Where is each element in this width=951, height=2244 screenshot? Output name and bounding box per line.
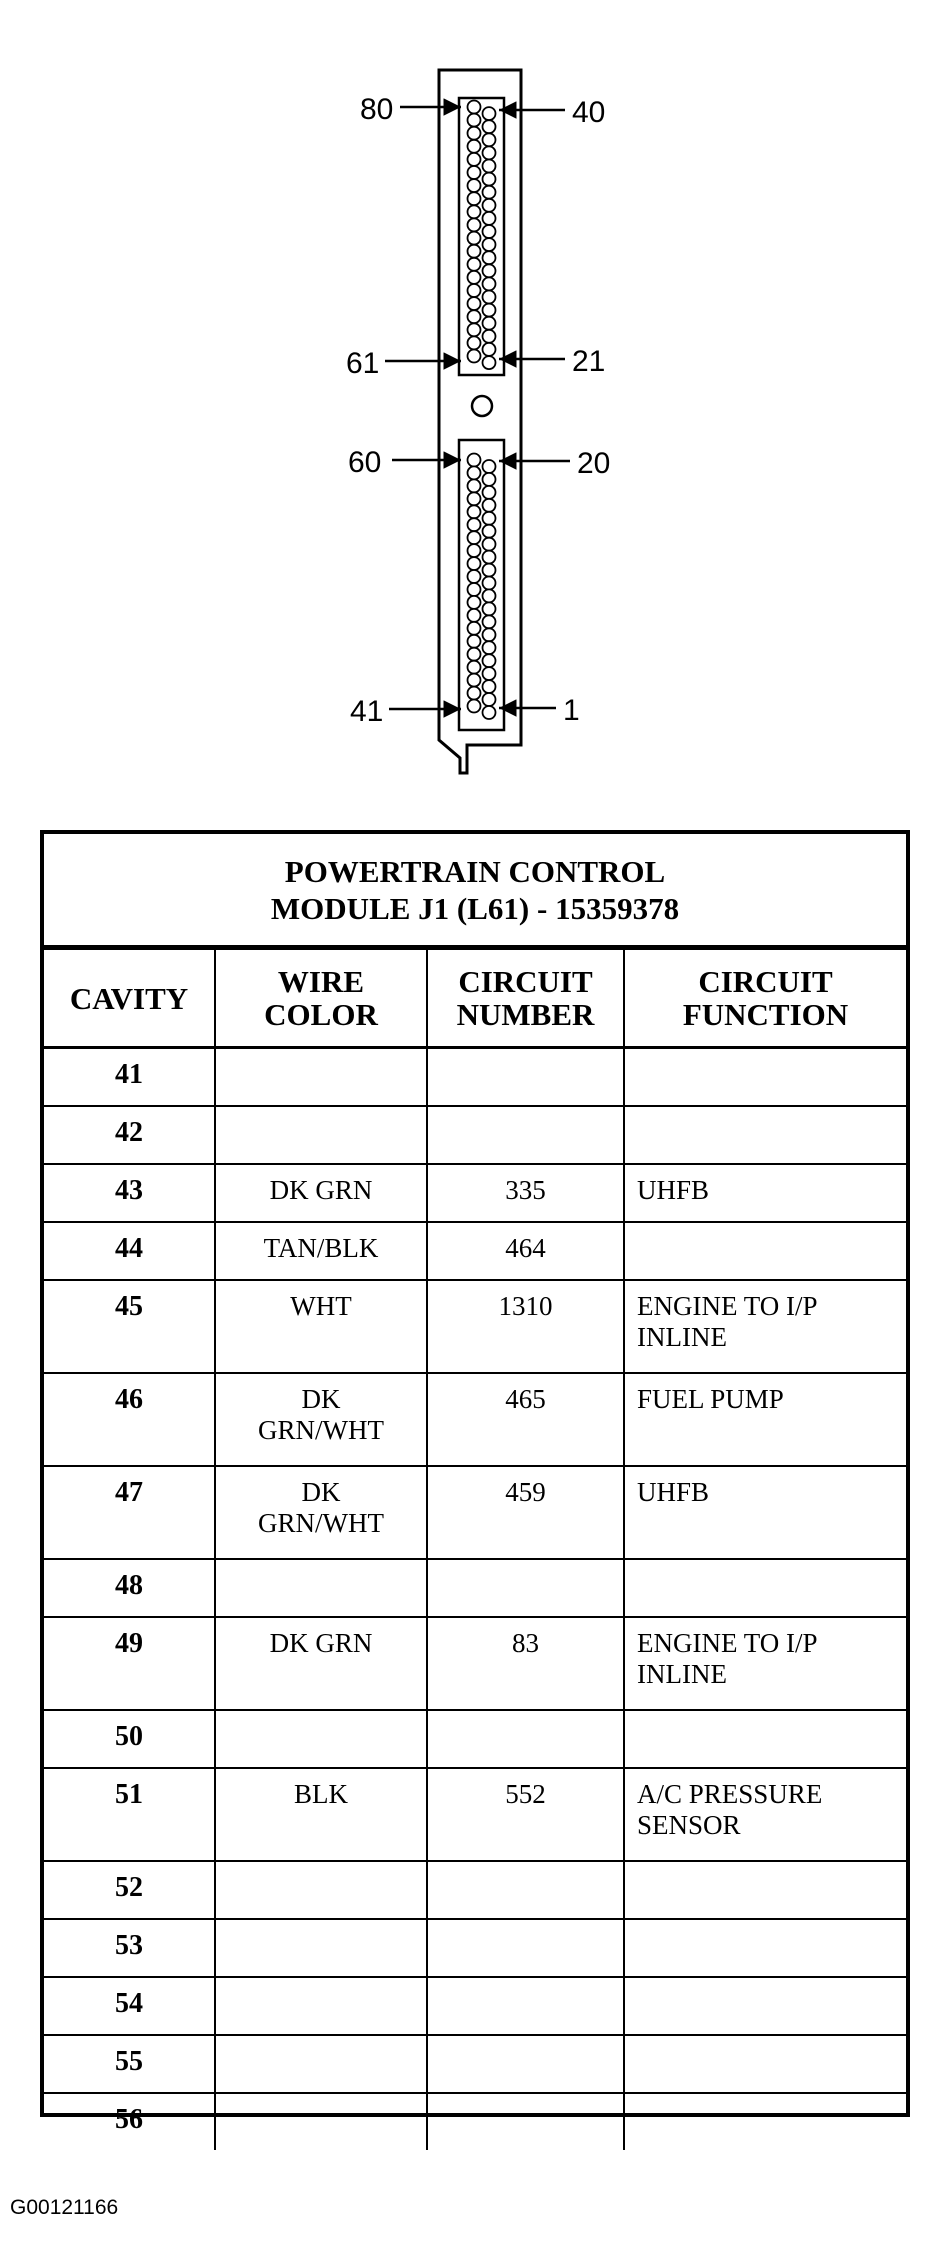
pin-label-20: 20 bbox=[577, 447, 611, 480]
circuit-function-cell bbox=[624, 1919, 906, 1977]
table-row bbox=[44, 1559, 906, 1617]
circuit-function-cell-text: A/C PRESSURE bbox=[637, 1779, 823, 1809]
upper-pin bbox=[483, 186, 496, 199]
circuit-function-cell bbox=[624, 1768, 906, 1861]
table-title bbox=[44, 834, 906, 948]
lower-pin bbox=[468, 479, 481, 492]
circuit-number-cell bbox=[427, 1048, 624, 1107]
circuit-number-cell-text: 464 bbox=[505, 1233, 546, 1263]
wire-color-cell bbox=[215, 1710, 427, 1768]
upper-pin bbox=[483, 317, 496, 330]
wire-color-cell bbox=[215, 1106, 427, 1164]
wire-color-cell bbox=[215, 1222, 427, 1280]
circuit-function-cell bbox=[624, 1861, 906, 1919]
cavity-cell-text: 46 bbox=[115, 1384, 143, 1415]
cavity-cell-text: 44 bbox=[115, 1233, 143, 1264]
wire-color-cell bbox=[215, 1280, 427, 1373]
table-row bbox=[44, 1106, 906, 1164]
wire-color-cell bbox=[215, 1466, 427, 1559]
lower-pin bbox=[483, 641, 496, 654]
wire-color-cell bbox=[215, 1617, 427, 1710]
cavity-cell bbox=[44, 1048, 215, 1107]
cavity-cell-text: 53 bbox=[115, 1930, 143, 1961]
lower-pin bbox=[468, 531, 481, 544]
cavity-cell-text: 43 bbox=[115, 1175, 143, 1206]
connector-diagram bbox=[0, 0, 951, 800]
circuit-function-cell bbox=[624, 1106, 906, 1164]
pin-label-1: 1 bbox=[563, 694, 580, 727]
lower-pin bbox=[468, 570, 481, 583]
pin-label-41: 41 bbox=[350, 695, 384, 728]
upper-pin bbox=[483, 264, 496, 277]
lower-pin bbox=[468, 622, 481, 635]
upper-pin bbox=[483, 343, 496, 356]
circuit-number-cell bbox=[427, 1106, 624, 1164]
circuit-function-cell bbox=[624, 2093, 906, 2150]
circuit-number-cell-text: 83 bbox=[512, 1628, 539, 1658]
wire-color-cell bbox=[215, 1919, 427, 1977]
wire-color-cell bbox=[215, 2035, 427, 2093]
upper-pin-window bbox=[459, 98, 504, 375]
lower-pin bbox=[468, 583, 481, 596]
table-row bbox=[44, 1280, 906, 1373]
wire-color-cell-text: BLK bbox=[294, 1779, 348, 1809]
lower-pin bbox=[468, 557, 481, 570]
cavity-cell-text: 51 bbox=[115, 1779, 143, 1810]
header-cavity: CAVITY bbox=[44, 949, 215, 1048]
wire-color-cell-text: DK bbox=[301, 1384, 341, 1414]
lower-pin bbox=[483, 460, 496, 473]
circuit-function-cell bbox=[624, 1373, 906, 1466]
cavity-cell-text: 56 bbox=[115, 2104, 143, 2135]
upper-pin bbox=[468, 140, 481, 153]
table-row bbox=[44, 1919, 906, 1977]
lower-pin bbox=[468, 687, 481, 700]
table-row bbox=[44, 2093, 906, 2150]
table-row bbox=[44, 1710, 906, 1768]
lower-pin bbox=[483, 538, 496, 551]
circuit-function-cell-text: ENGINE TO I/P bbox=[637, 1291, 818, 1321]
wire-color-cell bbox=[215, 2093, 427, 2150]
upper-pin bbox=[468, 284, 481, 297]
table-row bbox=[44, 1048, 906, 1107]
circuit-function-cell bbox=[624, 1280, 906, 1373]
pinout-grid bbox=[44, 948, 906, 2150]
upper-pin bbox=[468, 310, 481, 323]
lower-pin bbox=[483, 680, 496, 693]
table-row bbox=[44, 1373, 906, 1466]
wire-color-cell bbox=[215, 1861, 427, 1919]
lower-pin bbox=[468, 674, 481, 687]
table-row bbox=[44, 1222, 906, 1280]
lower-pin bbox=[483, 486, 496, 499]
cavity-cell bbox=[44, 1617, 215, 1710]
upper-pin bbox=[468, 114, 481, 127]
circuit-function-cell bbox=[624, 1048, 906, 1107]
upper-pin bbox=[483, 199, 496, 212]
pin-label-80: 80 bbox=[360, 93, 394, 126]
lower-pin bbox=[483, 564, 496, 577]
circuit-number-cell bbox=[427, 1768, 624, 1861]
upper-pin bbox=[483, 133, 496, 146]
wire-color-cell bbox=[215, 1768, 427, 1861]
wire-color-cell-text: WHT bbox=[290, 1291, 352, 1321]
table-row bbox=[44, 1977, 906, 2035]
circuit-number-cell-text: 552 bbox=[505, 1779, 546, 1809]
circuit-number-cell bbox=[427, 2035, 624, 2093]
upper-pin bbox=[468, 323, 481, 336]
upper-pin bbox=[468, 101, 481, 114]
upper-pin bbox=[468, 218, 481, 231]
upper-pin bbox=[483, 120, 496, 133]
cavity-cell bbox=[44, 1977, 215, 2035]
upper-pin bbox=[483, 173, 496, 186]
cavity-cell bbox=[44, 1466, 215, 1559]
circuit-function-cell bbox=[624, 1222, 906, 1280]
lower-pin bbox=[468, 505, 481, 518]
upper-pin bbox=[483, 277, 496, 290]
cavity-cell-text: 47 bbox=[115, 1477, 143, 1508]
lower-pin bbox=[483, 654, 496, 667]
upper-pin bbox=[483, 304, 496, 317]
circuit-number-cell bbox=[427, 1977, 624, 2035]
table-title-line-2: MODULE J1 (L61) - 15359378 bbox=[270, 890, 680, 926]
upper-pin bbox=[483, 356, 496, 369]
pinout-body bbox=[44, 1048, 906, 2151]
lower-pin-window bbox=[459, 440, 504, 730]
wire-color-cell bbox=[215, 1559, 427, 1617]
table-row bbox=[44, 1617, 906, 1710]
upper-pin bbox=[483, 212, 496, 225]
lower-pin bbox=[483, 525, 496, 538]
header-wire-color: WIRE COLOR bbox=[215, 949, 427, 1048]
upper-pin bbox=[468, 245, 481, 258]
lower-pin bbox=[483, 499, 496, 512]
circuit-function-cell bbox=[624, 1559, 906, 1617]
circuit-function-cell bbox=[624, 2035, 906, 2093]
lower-pin bbox=[483, 589, 496, 602]
upper-pin bbox=[483, 160, 496, 173]
circuit-function-cell-text: UHFB bbox=[637, 1175, 710, 1205]
table-row bbox=[44, 1768, 906, 1861]
header-circuit-number: CIRCUIT NUMBER bbox=[427, 949, 624, 1048]
lower-pin bbox=[468, 518, 481, 531]
circuit-number-cell bbox=[427, 1861, 624, 1919]
lower-pin bbox=[468, 609, 481, 622]
cavity-cell-text: 54 bbox=[115, 1988, 143, 2019]
circuit-number-cell-text: 335 bbox=[505, 1175, 546, 1205]
lower-pin bbox=[468, 466, 481, 479]
upper-pin bbox=[468, 258, 481, 271]
circuit-number-cell bbox=[427, 1710, 624, 1768]
cavity-cell bbox=[44, 1106, 215, 1164]
cavity-cell-text: 41 bbox=[115, 1059, 143, 1090]
wire-color-cell-text: TAN/BLK bbox=[263, 1233, 379, 1263]
circuit-number-cell bbox=[427, 1373, 624, 1466]
header-circuit-function: CIRCUIT FUNCTION bbox=[624, 949, 906, 1048]
circuit-function-cell-text: FUEL PUMP bbox=[637, 1384, 784, 1414]
circuit-function-cell-text: SENSOR bbox=[637, 1810, 741, 1840]
cavity-cell bbox=[44, 1164, 215, 1222]
lower-pin bbox=[483, 577, 496, 590]
lower-pin bbox=[483, 512, 496, 525]
circuit-number-cell bbox=[427, 1617, 624, 1710]
lower-pin bbox=[468, 648, 481, 661]
circuit-number-cell bbox=[427, 2093, 624, 2150]
upper-pin bbox=[483, 225, 496, 238]
cavity-cell bbox=[44, 1280, 215, 1373]
table-row bbox=[44, 1466, 906, 1559]
circuit-function-cell-text: ENGINE TO I/P bbox=[637, 1628, 818, 1658]
cavity-cell-text: 45 bbox=[115, 1291, 143, 1322]
circuit-function-cell-text: UHFB bbox=[637, 1477, 710, 1507]
circuit-number-cell bbox=[427, 1919, 624, 1977]
lower-pin bbox=[468, 596, 481, 609]
circuit-function-cell bbox=[624, 1710, 906, 1768]
circuit-number-cell bbox=[427, 1222, 624, 1280]
circuit-number-cell bbox=[427, 1164, 624, 1222]
cavity-cell bbox=[44, 2035, 215, 2093]
upper-pin bbox=[468, 192, 481, 205]
cavity-cell bbox=[44, 1919, 215, 1977]
wire-color-cell bbox=[215, 1977, 427, 2035]
lower-pin bbox=[483, 602, 496, 615]
wire-color-cell-text: DK GRN bbox=[269, 1175, 373, 1205]
wire-color-cell bbox=[215, 1164, 427, 1222]
lower-pin bbox=[468, 544, 481, 557]
circuit-number-cell bbox=[427, 1559, 624, 1617]
locating-hole bbox=[472, 396, 492, 416]
upper-pin bbox=[468, 205, 481, 218]
circuit-function-cell bbox=[624, 1466, 906, 1559]
figure-code: G00121166 bbox=[10, 2196, 119, 2219]
circuit-function-cell bbox=[624, 1164, 906, 1222]
lower-pin bbox=[483, 706, 496, 719]
wire-color-cell-text: GRN/WHT bbox=[258, 1415, 384, 1445]
cavity-cell-text: 48 bbox=[115, 1570, 143, 1601]
circuit-function-cell bbox=[624, 1977, 906, 2035]
upper-pin bbox=[483, 251, 496, 264]
upper-pin bbox=[468, 297, 481, 310]
pin-label-40: 40 bbox=[572, 96, 606, 129]
lower-pin bbox=[468, 492, 481, 505]
upper-pin bbox=[468, 127, 481, 140]
circuit-number-cell-text: 1310 bbox=[498, 1291, 553, 1321]
wire-color-cell bbox=[215, 1373, 427, 1466]
upper-pin bbox=[483, 146, 496, 159]
lower-pin bbox=[483, 473, 496, 486]
lower-pin bbox=[468, 661, 481, 674]
cavity-cell bbox=[44, 1710, 215, 1768]
lower-pin bbox=[483, 615, 496, 628]
cavity-cell bbox=[44, 1559, 215, 1617]
cavity-cell-text: 49 bbox=[115, 1628, 143, 1659]
wire-color-cell-text: DK GRN bbox=[269, 1628, 373, 1658]
upper-pin bbox=[483, 291, 496, 304]
lower-pin bbox=[468, 700, 481, 713]
upper-pin bbox=[468, 336, 481, 349]
pin-label-61: 61 bbox=[346, 347, 380, 380]
table-row bbox=[44, 2035, 906, 2093]
lower-pin bbox=[468, 635, 481, 648]
cavity-cell-text: 50 bbox=[115, 1721, 143, 1752]
circuit-number-cell-text: 465 bbox=[505, 1384, 546, 1414]
upper-pin bbox=[468, 232, 481, 245]
upper-pin bbox=[468, 153, 481, 166]
lower-pin bbox=[483, 628, 496, 641]
upper-pin bbox=[468, 166, 481, 179]
upper-pin bbox=[468, 271, 481, 284]
cavity-cell bbox=[44, 1768, 215, 1861]
cavity-cell bbox=[44, 1222, 215, 1280]
header-row bbox=[44, 949, 906, 1048]
circuit-function-cell-text: INLINE bbox=[637, 1322, 727, 1352]
pin-label-60: 60 bbox=[348, 446, 382, 479]
cavity-cell bbox=[44, 1373, 215, 1466]
upper-pin bbox=[483, 238, 496, 251]
pin-label-21: 21 bbox=[572, 345, 606, 378]
cavity-cell bbox=[44, 1861, 215, 1919]
circuit-number-cell bbox=[427, 1280, 624, 1373]
circuit-number-cell bbox=[427, 1466, 624, 1559]
circuit-function-cell bbox=[624, 1617, 906, 1710]
cavity-cell-text: 55 bbox=[115, 2046, 143, 2077]
wire-color-cell-text: DK bbox=[301, 1477, 341, 1507]
lower-pin bbox=[468, 454, 481, 467]
circuit-function-cell-text: INLINE bbox=[637, 1659, 727, 1689]
upper-pin bbox=[468, 179, 481, 192]
circuit-number-cell-text: 459 bbox=[505, 1477, 546, 1507]
lower-pin bbox=[483, 551, 496, 564]
table-title-line-1: POWERTRAIN CONTROL bbox=[284, 853, 666, 889]
cavity-cell-text: 52 bbox=[115, 1872, 143, 1903]
wire-color-cell bbox=[215, 1048, 427, 1107]
lower-pin bbox=[483, 667, 496, 680]
table-row bbox=[44, 1861, 906, 1919]
upper-pin bbox=[483, 330, 496, 343]
wire-color-cell-text: GRN/WHT bbox=[258, 1508, 384, 1538]
upper-pin bbox=[483, 107, 496, 120]
table-row bbox=[44, 1164, 906, 1222]
upper-pin bbox=[468, 350, 481, 363]
pinout-table bbox=[40, 830, 910, 2135]
lower-pin bbox=[483, 693, 496, 706]
cavity-cell-text: 42 bbox=[115, 1117, 143, 1148]
cavity-cell bbox=[44, 2093, 215, 2150]
